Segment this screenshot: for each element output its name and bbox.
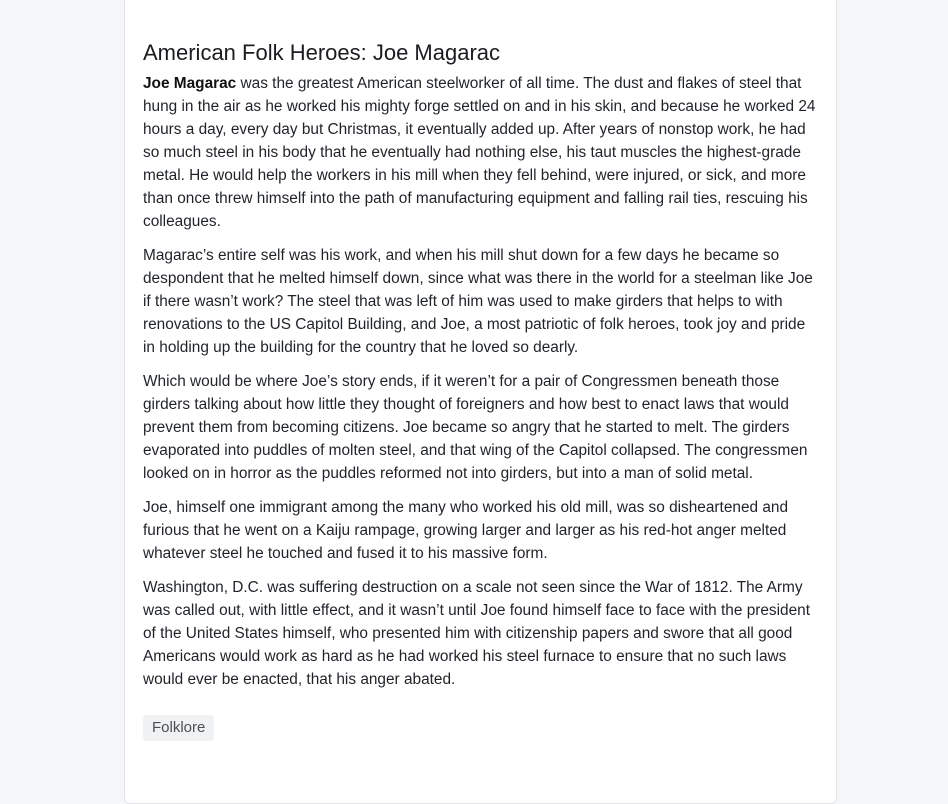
- article-paragraph-3: Which would be where Joe’s story ends, if it weren’t for a pair of Congressmen beneath those girders talking about how little they thought of foreigners and how best to enact laws that would prevent them from becoming citizens. Joe became so angry that he started to melt. The girders evaporated into puddles of molten steel, and that wing of the Capitol collapsed. The congressmen looked on in horror as the puddles reformed not into girders, but into a man of solid metal.: [143, 373, 808, 482]
- tag-folklore[interactable]: Folklore: [143, 715, 214, 741]
- paragraph-1-text: was the greatest American steelworker of all time. The dust and flakes of steel that hung in the air as he worked his mighty forge settled on and in his skin, and because he worked 24 hours a day, every day but Christmas, it eventually added up. After years of nonstop work, he had so much steel in his body that he eventually had nothing else, his taut muscles the highest-grade metal. He would help the workers in his mill when they fell behind, were injured, or sick, and more than once threw himself into the path of manufacturing equipment and falling rail ties, rescuing his colleagues.: [143, 75, 816, 230]
- article-title: American Folk Heroes: Joe Magarac: [143, 40, 501, 65]
- article-paragraph-1: [143, 72, 821, 233]
- article-paragraph-2: Magarac’s entire self was his work, and when his mill shut down for a few days he became so despondent that he melted himself down, since what was there in the world for a steelman like Joe if there wasn’t work? The steel that was left of him was used to make girders that helps to with renovations to the US Capitol Building, and Joe, a most patriotic of folk heroes, took joy and pride in holding up the building for the country that he loved so dearly.: [143, 247, 813, 356]
- lead-name: Joe Magarac: [143, 75, 237, 92]
- article-card: [124, 0, 837, 804]
- article-paragraph-5: Washington, D.C. was suffering destruction on a scale not seen since the War of 1812. The Army was called out, with little effect, and it wasn’t until Joe found himself face to face with the president of the United States himself, who presented him with citizenship papers and swore that all good Americans would work as hard as he had worked his steel furnace to ensure that no such laws would ever be enacted, that his anger abated.: [143, 579, 811, 688]
- article-content: [143, 39, 821, 741]
- article-paragraph-4: Joe, himself one immigrant among the many who worked his old mill, was so disheartened and furious that he went on a Kaiju rampage, growing larger and larger as his red-hot anger melted whatever steel he touched and fused it to his massive form.: [143, 499, 789, 562]
